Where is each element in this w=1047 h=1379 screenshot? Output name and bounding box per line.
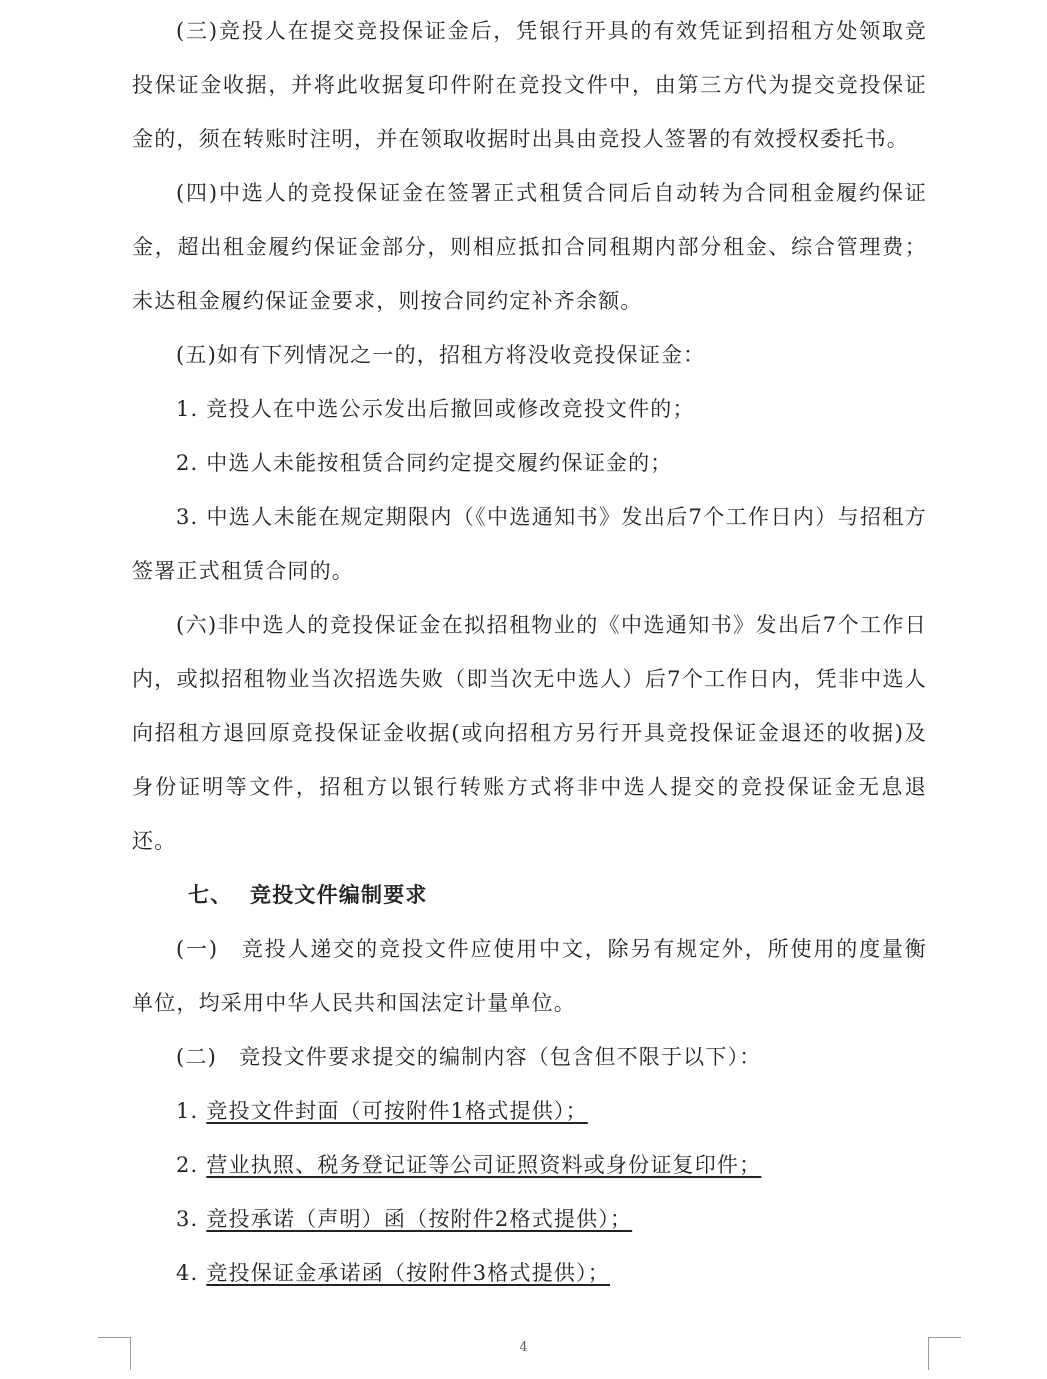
list-item-forfeit-2: 2. 中选人未能按租赁合同约定提交履约保证金的； <box>176 451 673 475</box>
list-text: 竞投保证金承诺函（按附件3格式提供）； <box>206 1261 610 1285</box>
list-text: 营业执照、税务登记证等公司证照资料或身份证复印件； <box>206 1153 762 1177</box>
page-content <box>132 4 927 1300</box>
section-title: 竞投文件编制要求 <box>250 883 428 907</box>
section-item-language: (一) 竞投人递交的竞投文件应使用中文，除另有规定外，所使用的度量衡单位，均采用中华人民共和国法定计量单位。 <box>132 937 927 1015</box>
list-item-forfeit-1: 1. 竞投人在中选公示发出后撤回或修改竞投文件的； <box>176 397 695 421</box>
section-item-contents: (二) 竞投文件要求提交的编制内容（包含但不限于以下）： <box>176 1045 762 1069</box>
list-number: 3. <box>176 1207 199 1231</box>
section-heading <box>132 868 927 922</box>
list-number: 2. <box>176 1153 199 1177</box>
list-item-requirement-4 <box>132 1246 927 1300</box>
list-number: 1. <box>176 1099 199 1123</box>
list-number: 4. <box>176 1261 199 1285</box>
list-text: 竞投承诺（声明）函（按附件2格式提供）； <box>206 1207 633 1231</box>
list-item-requirement-3 <box>132 1192 927 1246</box>
paragraph-deposit-receipt: (三)竞投人在提交竞投保证金后，凭银行开具的有效凭证到招租方处领取竞投保证金收据，并将此收据复印件附在竞投文件中，由第三方代为提交竞投保证金的，须在转账时注明，并在领取收据时出具由竞投人签署的有效授权委托书。 <box>132 19 927 151</box>
page-number: 4 <box>519 1340 528 1355</box>
list-text: 竞投文件封面（可按附件1格式提供）； <box>206 1099 588 1123</box>
section-number: 七、 <box>188 883 233 907</box>
paragraph-winner-deposit: (四)中选人的竞投保证金在签署正式租赁合同后自动转为合同租金履约保证金，超出租金履约保证金部分，则相应抵扣合同租期内部分租金、综合管理费；未达租金履约保证金要求，则按合同约定补齐余额。 <box>132 181 927 313</box>
list-item-requirement-2 <box>132 1138 927 1192</box>
list-item-forfeit-3: 3. 中选人未能在规定期限内（《中选通知书》发出后7个工作日内）与招租方签署正式租赁合同的。 <box>132 505 927 583</box>
paragraph-deposit-refund: (六)非中选人的竞投保证金在拟招租物业的《中选通知书》发出后7个工作日内，或拟招租物业当次招选失败（即当次无中选人）后7个工作日内，凭非中选人向招租方退回原竞投保证金收据(或向招租方另行开具竞投保证金退还的收据)及身份证明等文件，招租方以银行转账方式将非中选人提交的竞投保证金无息退还。 <box>132 613 927 853</box>
list-item-requirement-1 <box>132 1084 927 1138</box>
paragraph-forfeit-conditions: (五)如有下列情况之一的，招租方将没收竞投保证金： <box>176 343 706 367</box>
